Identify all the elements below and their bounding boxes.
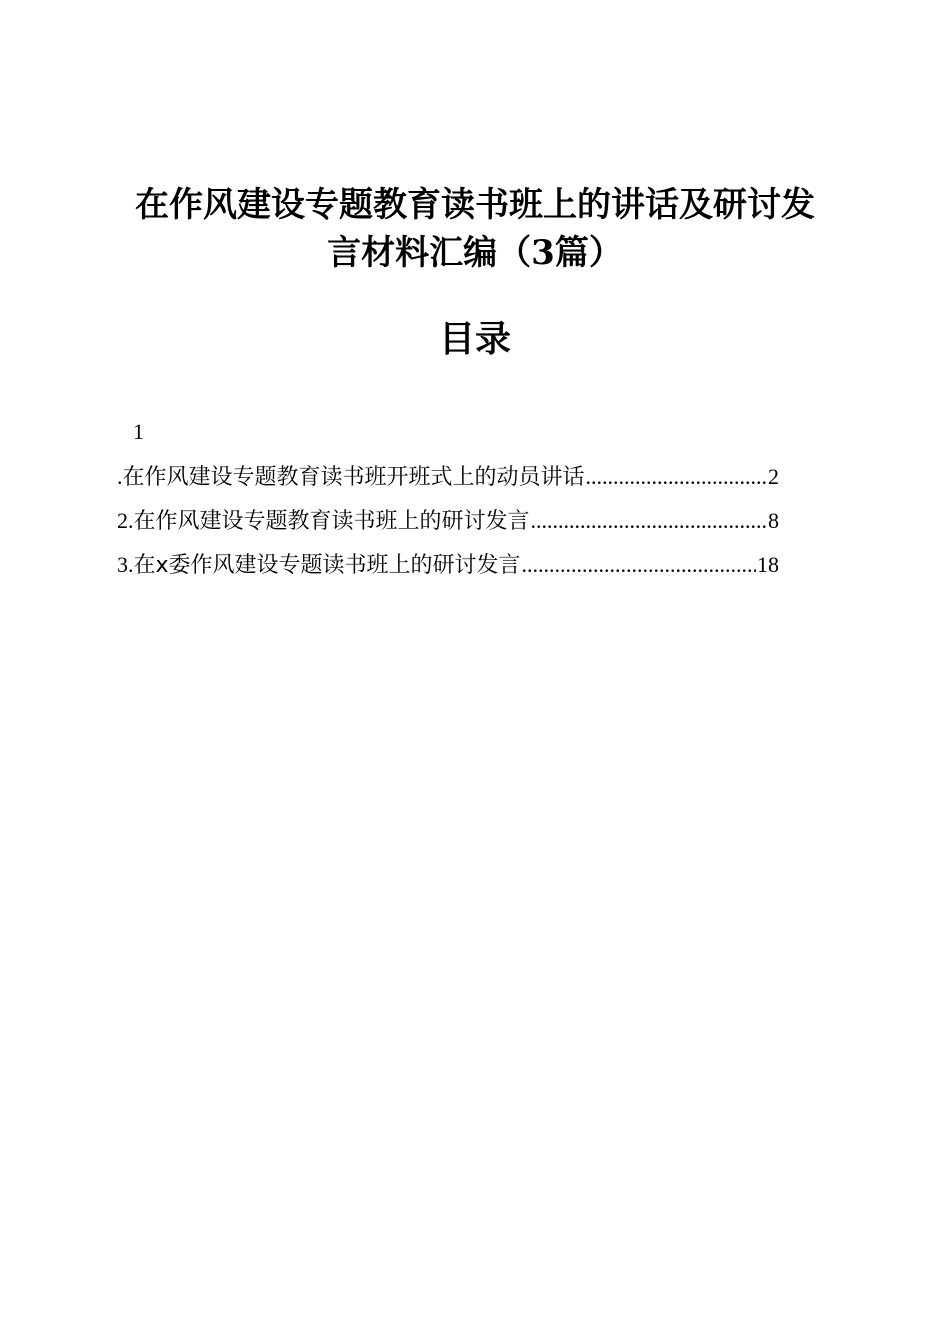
toc-entry[interactable] [117, 503, 779, 547]
toc-heading: 目录 [438, 318, 511, 360]
toc-entry-text: 在作风建设专题教育读书班开班式上的动员讲话 [122, 465, 585, 490]
document-title-line-1: 在作风建设专题教育读书班上的讲话及研讨发 [135, 185, 815, 225]
toc-entry-title [117, 547, 521, 584]
toc-entry-text: 在x委作风建设专题读书班上的研讨发言 [133, 553, 521, 578]
toc-entry-number: 2. [117, 508, 134, 533]
toc-entry[interactable] [117, 459, 779, 503]
toc-entry-title [117, 503, 530, 540]
table-of-contents [117, 459, 779, 591]
toc-dot-leader [586, 459, 767, 495]
toc-entry-text: 在作风建设专题教育读书班上的研讨发言 [133, 509, 530, 534]
toc-orphan-number: 1 [133, 419, 144, 444]
document-title-line-2: 言材料汇编（3篇） [327, 233, 623, 273]
toc-page-number: 8 [768, 508, 779, 533]
toc-dot-leader [522, 547, 756, 583]
toc-page-number: 2 [768, 464, 779, 489]
toc-dot-leader [531, 503, 767, 539]
toc-page-number: 18 [757, 552, 779, 577]
toc-entry-number: . [117, 464, 123, 489]
toc-entry-number: 3. [117, 552, 134, 577]
toc-entry-title [117, 459, 585, 496]
toc-entry[interactable] [117, 547, 779, 591]
